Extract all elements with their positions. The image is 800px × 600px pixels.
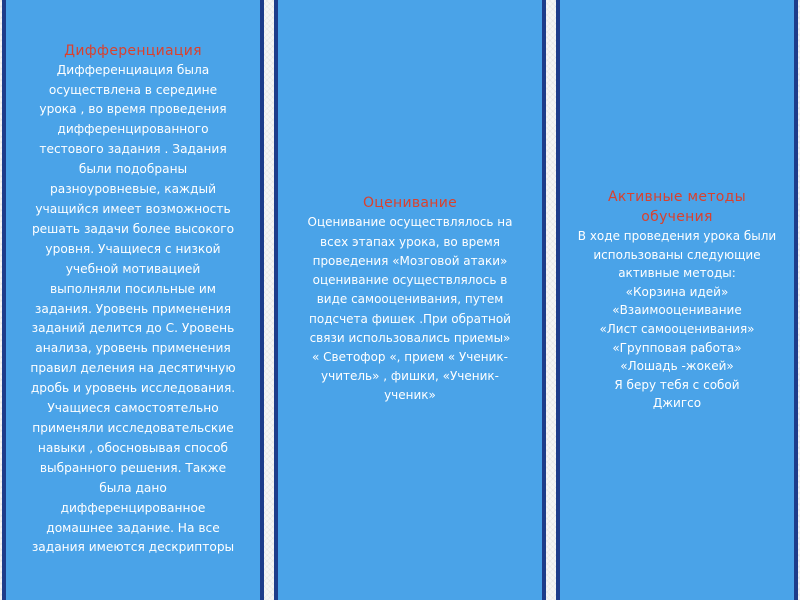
panel-title: Оценивание [362,195,458,212]
panel-assessment [274,0,546,600]
panel-title: Дифференциация [64,42,202,59]
panel-differentiation [2,0,264,600]
panel-text: Дифференциация была осуществлена в середине урока , во время проведения дифференцированного тестового задания . Задания были подобраны разноуровневые, каждый учащийся имеет возможность решать задачи более высокого уровня. Учащиеся с низкой учебной мотивацией выполняли посильные им задания. Уровень применения заданий делится до С. Уровень анализа, уровень применения правил деления на десятичную дробь и уровень исследования. Учащиеся самостоятельно применяли исследовательские навыки , обосновывая способ выбранного решения. Также была дано дифференцированное домашнее задание. На все задания имеются дескрипторы [30,62,236,555]
panel-title: Активные методы обучения [608,189,746,226]
panel-active-methods [556,0,798,600]
panel-text: В ходе проведения урока были использованы следующие активные методы: «Корзина идей» «Взаимооценивание «Лист самооценивания» «Групповая работа» «Лошадь -жокей» Я беру тебя с собой Джигсо [577,229,777,411]
panel-text: Оценивание осуществлялось на всех этапах урока, во время проведения «Мозговой атаки» оценивание осуществлялось в виде самооценивания, путем подсчета фишек .При обратной связи использовались приемы» « Светофор «, прием « Ученик- учитель» , фишки, «Ученик- ученик» [307,215,513,403]
